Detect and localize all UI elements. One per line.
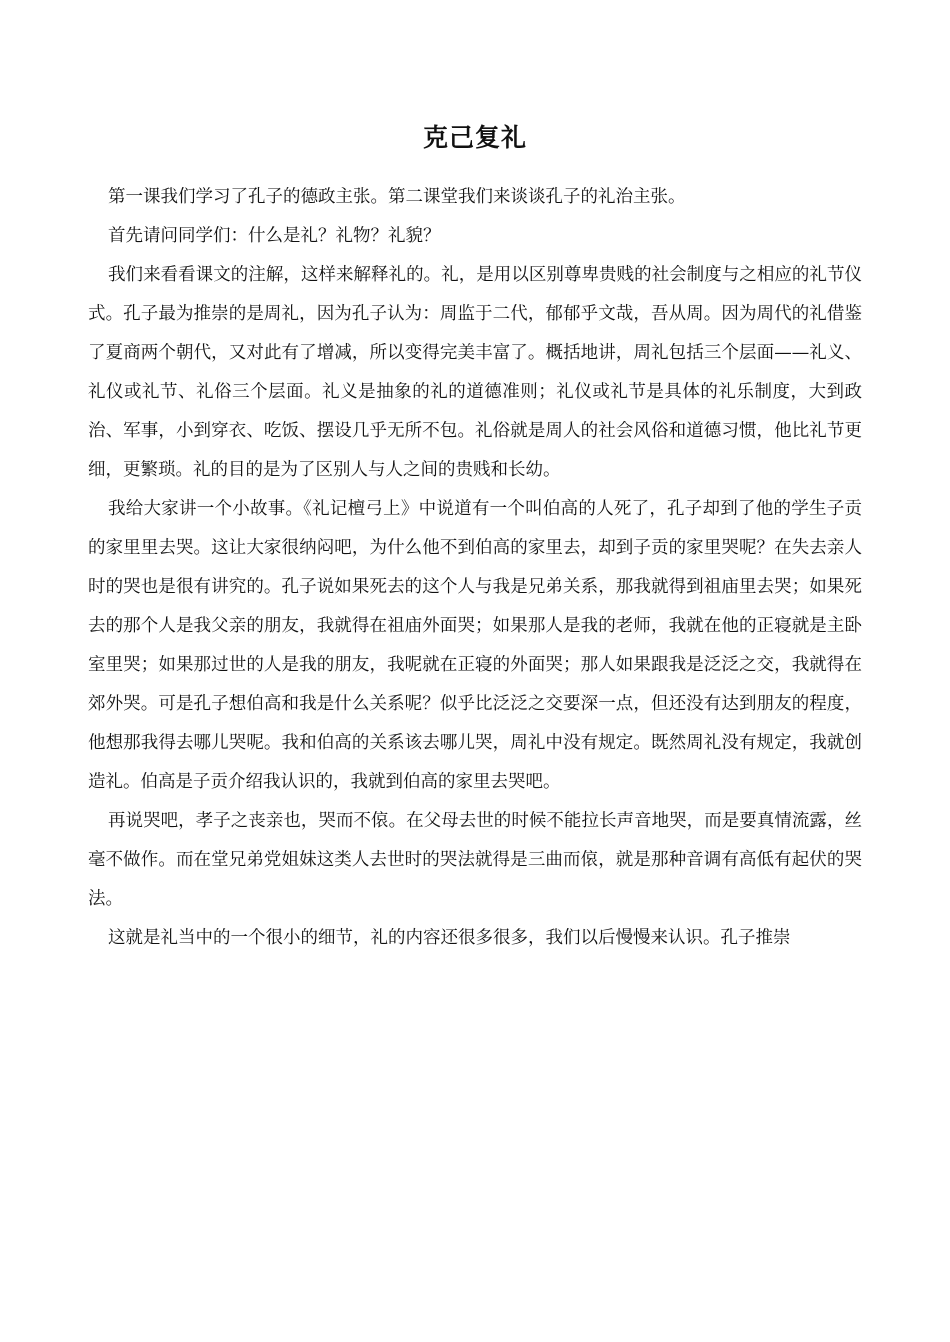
document-title: 克己复礼 xyxy=(422,123,527,152)
paragraph-3: 我们来看看课文的注解，这样来解释礼的。礼，是用以区别尊卑贵贱的社会制度与之相应的礼节仪式。孔子最为推崇的是周礼，因为孔子认为：周监于二代，郁郁乎文哉，吾从周。因为周代的礼借鉴了夏商两个朝代，又对此有了增减，所以变得完美丰富了。概括地讲，周礼包括三个层面——礼义、礼仪或礼节、礼俗三个层面。礼义是抽象的礼的道德准则；礼仪或礼节是具体的礼乐制度，大到政治、军事，小到穿衣、吃饭、摆设几乎无所不包。礼俗就是周人的社会风俗和道德习惯，他比礼节更细，更繁琐。礼的目的是为了区别人与人之间的贵贱和长幼。 xyxy=(88,265,862,480)
paragraph-1: 第一课我们学习了孔子的德政主张。第二课堂我们来谈谈孔子的礼治主张。 xyxy=(108,187,686,207)
paragraph-6: 这就是礼当中的一个很小的细节，礼的内容还很多很多，我们以后慢慢来认识。孔子推崇 xyxy=(108,928,791,948)
paragraph-2: 首先请问同学们：什么是礼？礼物？礼貌？ xyxy=(108,226,441,246)
paragraph-5: 再说哭吧，孝子之丧亲也，哭而不偯。在父母去世的时候不能拉长声音地哭，而是要真情流露，丝毫不做作。而在堂兄弟党姐妹这类人去世时的哭法就得是三曲而偯，就是那种音调有高低有起伏的哭法。 xyxy=(88,811,862,909)
paragraph-4: 我给大家讲一个小故事。《礼记檀弓上》中说道有一个叫伯高的人死了，孔子却到了他的学生子贡的家里里去哭。这让大家很纳闷吧，为什么他不到伯高的家里去，却到子贡的家里哭呢？在失去亲人时的哭也是很有讲究的。孔子说如果死去的这个人与我是兄弟关系，那我就得到祖庙里去哭；如果死去的那个人是我父亲的朋友，我就得在祖庙外面哭；如果那人是我的老师，我就在他的正寝就是主卧室里哭；如果那过世的人是我的朋友，我呢就在正寝的外面哭；那人如果跟我是泛泛之交，我就得在郊外哭。可是孔子想伯高和我是什么关系呢？似乎比泛泛之交要深一点，但还没有达到朋友的程度，他想那我得去哪儿哭呢。我和伯高的关系该去哪儿哭，周礼中没有规定。既然周礼没有规定，我就创造礼。伯高是子贡介绍我认识的，我就到伯高的家里去哭吧。 xyxy=(88,499,862,792)
